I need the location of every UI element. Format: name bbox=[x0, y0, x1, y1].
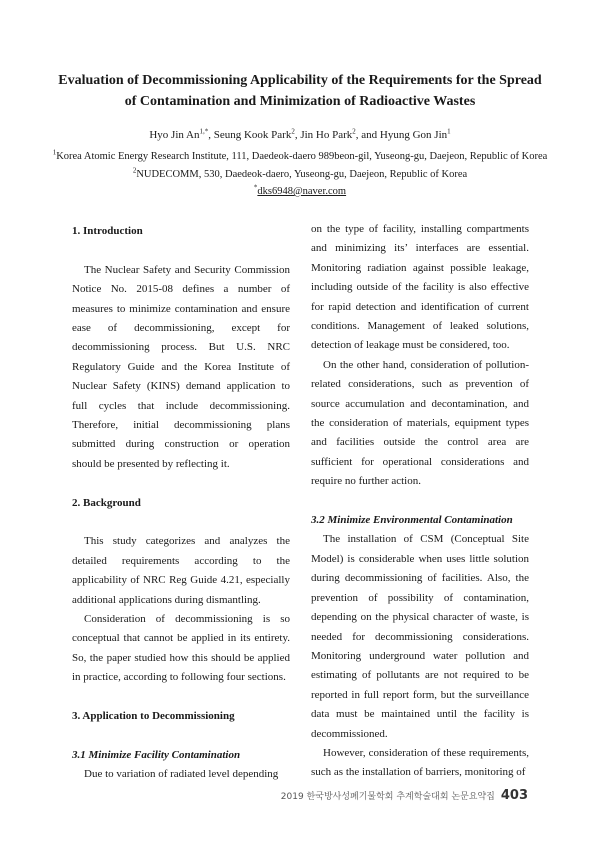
author-2-sup: 2 bbox=[291, 127, 295, 136]
affiliation-1-sup: 1 bbox=[52, 148, 57, 157]
author-4-sup: 1 bbox=[447, 127, 451, 136]
author-1: Hyo Jin An bbox=[149, 129, 200, 141]
author-3: , Jin Ho Park bbox=[294, 129, 353, 141]
author-2: , Seung Kook Park bbox=[208, 129, 292, 141]
affiliation-1 bbox=[40, 148, 560, 162]
pollution-paragraph: On the other hand, consideration of pollution-related considerations, such as prevention of source accumulation and decontamination, and the consideration of materials, equipment types and facilities outside the control area are sufficient for operational considerations and require no further action. bbox=[311, 358, 529, 488]
left-column bbox=[72, 222, 290, 785]
section-heading-introduction: 1. Introduction bbox=[72, 225, 143, 237]
affiliation-2 bbox=[40, 166, 560, 180]
section-heading-background: 2. Background bbox=[72, 496, 141, 509]
background-paragraph-2: Consideration of decommissioning is so conceptual that cannot be applied in its entirety. So, the paper studied how this should be applied in practice, according to following four sections. bbox=[72, 613, 290, 684]
continued-paragraph: on the type of facility, installing compartments and minimizing its’ interfaces are essential. Monitoring radiation against possible leakage, including outside of the facility is also effective for rapid detection and identification of current conditions. Management of leaked solutions, detection of leakage must be considered, too. bbox=[311, 223, 529, 352]
paper-title bbox=[40, 70, 560, 112]
affiliation-1-text: Korea Atomic Energy Research Institute, 111, Daedeok-daero 989beon-gil, Yuseong-gu, Daejeon, Republic of Korea bbox=[56, 151, 548, 162]
title-line-2: of Contamination and Minimization of Radioactive Wastes bbox=[124, 94, 476, 109]
intro-paragraph: The Nuclear Safety and Security Commission Notice No. 2015-08 defines a number of measures to minimize contamination and ensure ease of decommissioning, except for decommissioning process. But U.S. NRC Regulatory Guide and the Korea Institute of Nuclear Safety (KINS) demand application to full cycles that include decommissioning. Therefore, initial decommissioning plans submitted during construction or operation should be presented by reflecting it. bbox=[72, 263, 290, 470]
author-1-sup: 1,* bbox=[199, 127, 209, 136]
affiliation-2-text: NUDECOMM, 530, Daedeok-daero, Yuseong-gu, Daejeon, Republic of Korea bbox=[136, 169, 468, 180]
section-heading-application: 3. Application to Decommissioning bbox=[72, 710, 235, 723]
email-link[interactable]: dks6948@naver.com bbox=[257, 186, 347, 197]
author-list bbox=[40, 129, 560, 141]
page-number: 403 bbox=[500, 788, 528, 803]
subsection-3-1-paragraph: Due to variation of radiated level depending bbox=[84, 768, 279, 781]
title-line-1: Evaluation of Decommissioning Applicability of the Requirements for the Spread bbox=[58, 73, 542, 88]
subsection-heading-3-1: 3.1 Minimize Facility Contamination bbox=[72, 748, 241, 761]
footer-proceedings-title: 2019 한국방사성폐기물학회 추계학술대회 논문요약집 bbox=[280, 792, 495, 802]
affiliation-2-sup: 2 bbox=[132, 166, 137, 175]
author-4: , and Hyung Gon Jin bbox=[355, 129, 448, 141]
background-paragraph-1: This study categorizes and analyzes the detailed requirements according to the applicability of NRC Reg Guide 4.21, especially additional applications during dismantling. bbox=[72, 535, 290, 606]
subsection-3-2-paragraph-1: The installation of CSM (Conceptual Site Model) is considerable when uses little solution during decommissioning of facilities. Also, the prevention of possibility of contamination, depending on the physical character of waste, is needed for decommissioning considerations. Monitoring underground water pollution and estimating of pollutants are not required to be reported in full report form, but the surveillance data must be maintained until the facility is decommissioned. bbox=[311, 533, 529, 740]
subsection-3-2-paragraph-2: However, consideration of these requirements, such as the installation of barriers, monitoring of bbox=[311, 746, 529, 779]
email-sup: * bbox=[253, 183, 258, 192]
page-footer bbox=[0, 788, 528, 803]
subsection-heading-3-2: 3.2 Minimize Environmental Contamination bbox=[311, 514, 513, 527]
author-3-sup: 2 bbox=[352, 127, 356, 136]
contact-email bbox=[40, 183, 560, 197]
right-column bbox=[311, 220, 529, 783]
